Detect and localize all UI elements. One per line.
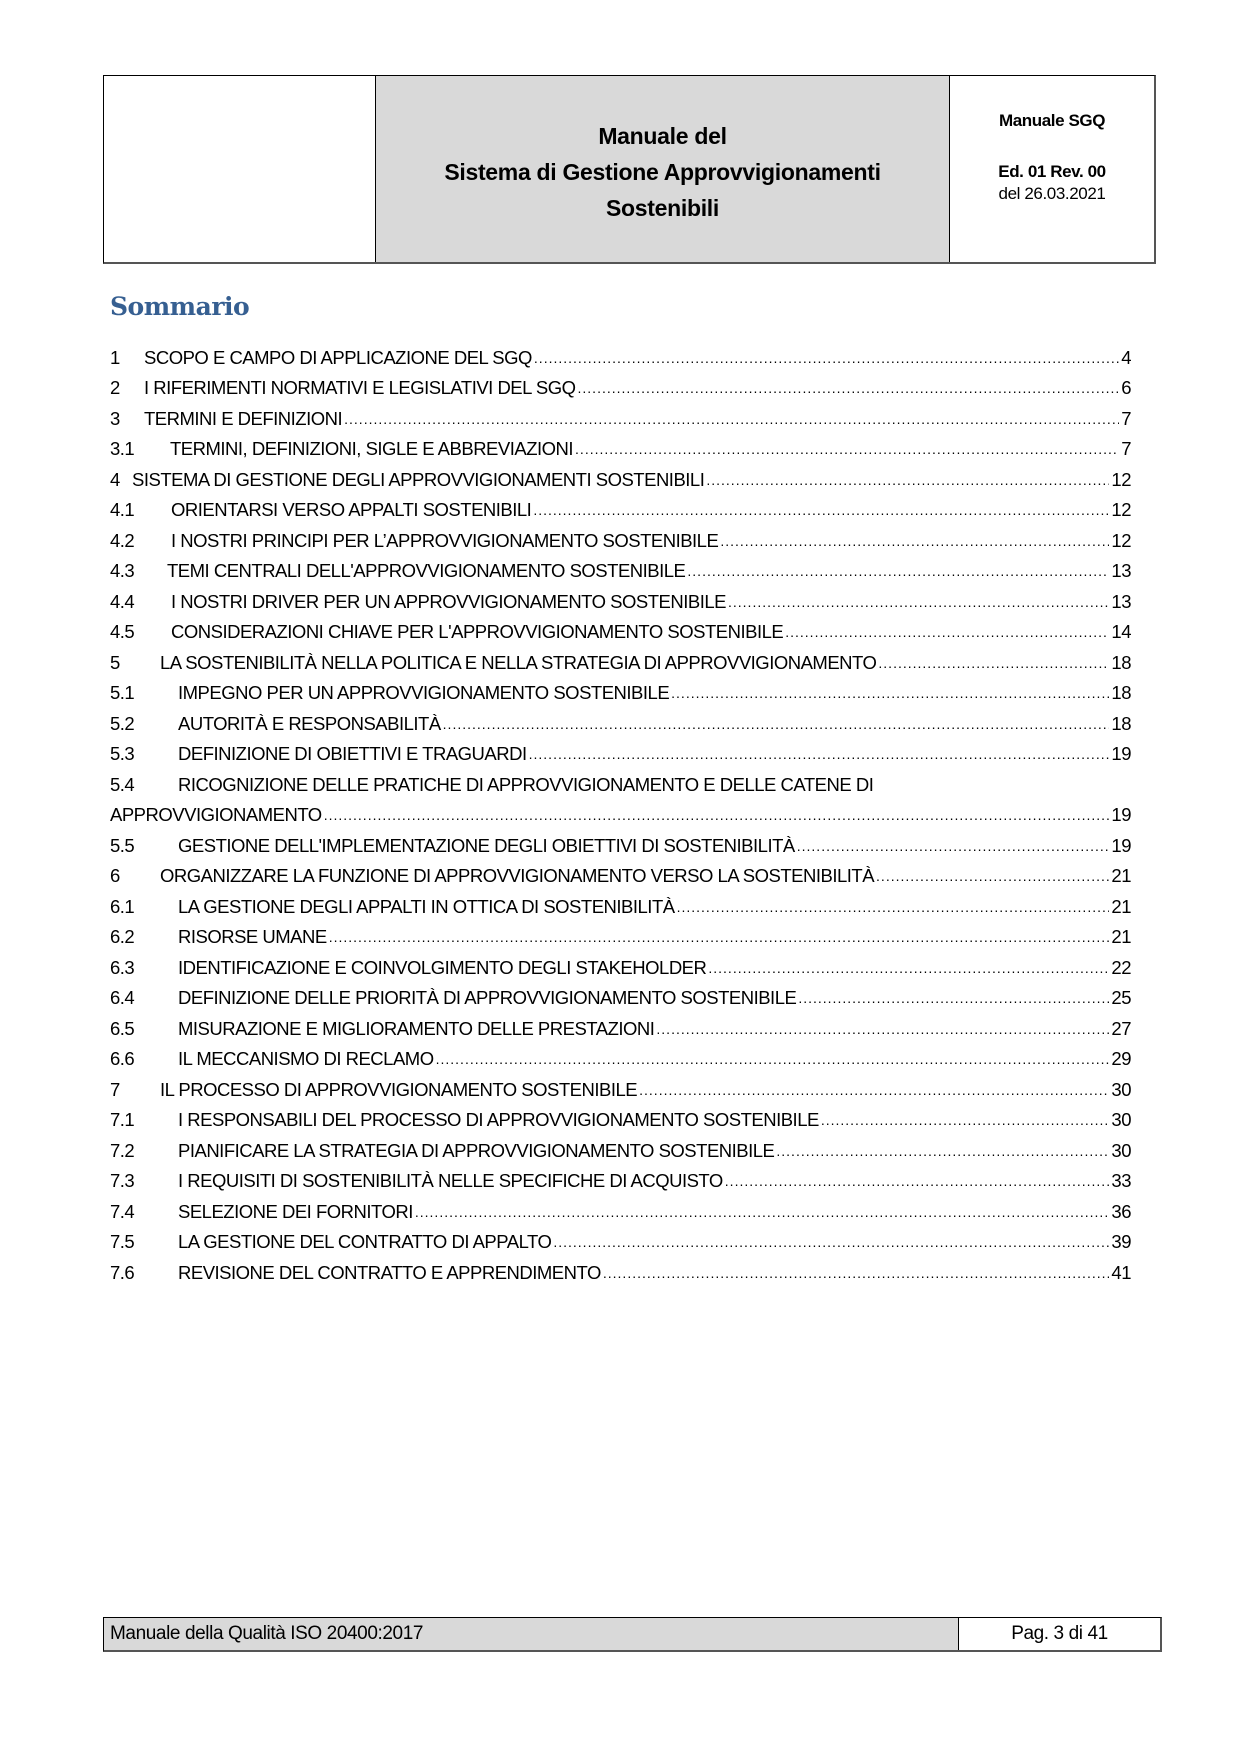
toc-entry[interactable] [110,887,1131,918]
toc-entry-page: 13 [1111,560,1131,581]
toc-entry-number: 7.6 [110,1261,135,1283]
edition-revision: Ed. 01 Rev. 00 [998,162,1106,181]
toc-entry-page: 27 [1111,1017,1131,1039]
doc-code: Manuale SGQ [998,111,1106,130]
dot-leader [656,1018,1109,1040]
toc-entry-number: 7.1 [110,1109,135,1130]
toc-entry-label: TERMINI E DEFINIZIONI [144,407,343,429]
toc-entry-page: 19 [1111,804,1131,825]
toc-entry-number: 2 [110,377,120,398]
toc-entry[interactable] [110,1223,1131,1254]
toc-entry[interactable] [110,1253,1131,1284]
toc-entry-page: 41 [1111,1261,1131,1283]
toc-entry-number: 7.5 [110,1231,135,1252]
toc-entry-number: 4.4 [110,590,135,612]
toc-entry-number: 7.4 [110,1200,135,1222]
toc-entry-label: CONSIDERAZIONI CHIAVE PER L'APPROVVIGIONAMENTO SOSTENIBILE [171,621,784,642]
logo-cell [104,76,376,262]
document-meta [950,76,1154,262]
toc-entry-page: 22 [1111,956,1131,978]
toc-entry-page: 12 [1111,468,1131,490]
dot-leader [728,591,1109,613]
toc-entry-page: 6 [1121,377,1131,398]
dot-leader [529,743,1110,765]
toc-entry[interactable] [110,430,1131,461]
toc-entry-label: IMPEGNO PER UN APPROVVIGIONAMENTO SOSTENIBILE [178,682,670,703]
toc-entry-label: IL PROCESSO DI APPROVVIGIONAMENTO SOSTENIBILE [160,1078,638,1100]
toc-entry-label: I RESPONSABILI DEL PROCESSO DI APPROVVIGIONAMENTO SOSTENIBILE [178,1109,819,1130]
toc-entry-label: APPROVVIGIONAMENTO [110,804,322,825]
table-of-contents [110,338,1131,1284]
toc-entry[interactable] [110,582,1131,613]
toc-entry-number: 5.1 [110,682,135,703]
dot-leader [534,347,1119,369]
toc-entry[interactable] [110,1070,1131,1101]
dot-leader [708,957,1109,979]
toc-entry-label: DEFINIZIONE DELLE PRIORITÀ DI APPROVVIGIONAMENTO SOSTENIBILE [178,987,797,1008]
toc-entry[interactable] [110,521,1131,552]
document-footer [103,1617,1162,1652]
dot-leader [876,865,1109,887]
toc-entry-page: 30 [1111,1109,1131,1130]
document-title [376,76,950,262]
toc-entry-number: 5.3 [110,743,135,764]
toc-entry-label: TEMI CENTRALI DELL'APPROVVIGIONAMENTO SOSTENIBILE [167,560,686,581]
toc-entry-label: MISURAZIONE E MIGLIORAMENTO DELLE PRESTAZIONI [178,1017,655,1039]
toc-entry-page: 19 [1111,743,1131,764]
toc-entry[interactable] [110,369,1131,400]
toc-entry-label: LA SOSTENIBILITÀ NELLA POLITICA E NELLA STRATEGIA DI APPROVVIGIONAMENTO [160,651,877,673]
toc-entry-page: 7 [1121,438,1131,459]
toc-entry[interactable] [110,979,1131,1010]
toc-entry-page: 12 [1111,499,1131,520]
dot-leader [533,499,1109,521]
dot-leader [553,1231,1109,1253]
toc-entry-page: 30 [1111,1078,1131,1100]
dot-leader [436,1048,1110,1070]
toc-entry-number: 7.3 [110,1170,135,1191]
toc-entry-label: GESTIONE DELL'IMPLEMENTAZIONE DEGLI OBIETTIVI DI SOSTENIBILITÀ [178,834,795,856]
toc-entry-number: 6.6 [110,1048,135,1069]
dot-leader [639,1079,1109,1101]
toc-entry[interactable] [110,1040,1131,1071]
dot-leader [324,804,1110,826]
toc-entry[interactable] [110,460,1131,491]
toc-entry-label: SELEZIONE DEI FORNITORI [178,1200,413,1222]
toc-entry-number: 3.1 [110,438,135,459]
toc-entry[interactable] [110,613,1131,644]
toc-entry-page: 19 [1111,834,1131,856]
toc-entry-page: 18 [1111,682,1131,703]
toc-title: Sommario [110,292,250,321]
dot-leader [677,896,1110,918]
toc-entry[interactable] [110,1192,1131,1223]
toc-entry[interactable] [110,399,1131,430]
toc-entry-number: 3 [110,407,120,429]
toc-entry-number: 6.3 [110,956,135,978]
dot-leader [344,408,1119,430]
page-number: Pag. 3 di 41 [1011,1623,1108,1644]
toc-entry-page: 30 [1111,1139,1131,1161]
toc-entry-label: RISORSE UMANE [178,926,327,947]
toc-entry-label: IL MECCANISMO DI RECLAMO [178,1048,434,1069]
toc-entry-page: 25 [1111,987,1131,1008]
toc-entry-number: 6.5 [110,1017,135,1039]
toc-entry-page: 18 [1111,712,1131,734]
dot-leader [443,713,1110,735]
toc-entry-page: 21 [1111,895,1131,917]
dot-leader [415,1201,1110,1223]
toc-entry-number: 6.1 [110,895,135,917]
toc-entry[interactable] [110,735,1131,766]
toc-entry-label: TERMINI, DEFINIZIONI, SIGLE E ABBREVIAZIONI [170,438,574,459]
dot-leader [878,652,1109,674]
toc-entry-number: 5.4 [110,773,135,795]
toc-entry-number: 5.2 [110,712,135,734]
toc-entry-label: I REQUISITI DI SOSTENIBILITÀ NELLE SPECIFICHE DI ACQUISTO [178,1170,723,1191]
toc-entry[interactable] [110,918,1131,949]
toc-entry-number: 7 [110,1078,120,1100]
dot-leader [720,530,1109,552]
toc-entry[interactable] [110,765,1131,796]
revision-date: del 26.03.2021 [998,184,1106,203]
title-line: Sistema di Gestione Approvvigionamenti [444,159,881,185]
toc-entry-label: LA GESTIONE DEGLI APPALTI IN OTTICA DI SOSTENIBILITÀ [178,895,675,917]
dot-leader [821,1109,1110,1131]
toc-entry-number: 1 [110,346,120,368]
toc-entry-label: I NOSTRI PRINCIPI PER L’APPROVVIGIONAMENTO SOSTENIBILE [171,529,719,551]
toc-entry-page: 12 [1111,529,1131,551]
toc-entry-page: 18 [1111,651,1131,673]
dot-leader [578,377,1119,399]
toc-entry-number: 4.3 [110,560,135,581]
toc-entry-label: REVISIONE DEL CONTRATTO E APPRENDIMENTO [178,1261,601,1283]
toc-entry[interactable] [110,674,1131,705]
dot-leader [329,926,1110,948]
toc-entry-number: 5 [110,651,120,673]
toc-entry-number: 5.5 [110,834,135,856]
toc-entry[interactable] [110,643,1131,674]
toc-entry-label: ORIENTARSI VERSO APPALTI SOSTENIBILI [171,499,532,520]
toc-entry-number: 4.1 [110,499,135,520]
toc-entry[interactable] [110,491,1131,522]
toc-entry-label: AUTORITÀ E RESPONSABILITÀ [178,712,441,734]
toc-entry-label: SISTEMA DI GESTIONE DEGLI APPROVVIGIONAMENTI SOSTENIBILI [132,468,705,490]
toc-entry-label: LA GESTIONE DEL CONTRATTO DI APPALTO [178,1231,552,1252]
toc-entry[interactable] [110,1009,1131,1040]
document-header [103,75,1156,264]
toc-entry-number: 7.2 [110,1139,135,1161]
dot-leader [785,621,1109,643]
toc-entry-label: RICOGNIZIONE DELLE PRATICHE DI APPROVVIGIONAMENTO E DELLE CATENE DI [178,773,874,795]
dot-leader [725,1170,1110,1192]
toc-entry-label: SCOPO E CAMPO DI APPLICAZIONE DEL SGQ [144,346,532,368]
toc-entry-label: I NOSTRI DRIVER PER UN APPROVVIGIONAMENTO SOSTENIBILE [171,590,726,612]
toc-entry[interactable] [110,826,1131,857]
toc-entry-page: 4 [1121,346,1131,368]
title-line: Sostenibili [606,195,719,221]
toc-entry-page: 33 [1111,1170,1131,1191]
toc-entry-label: I RIFERIMENTI NORMATIVI E LEGISLATIVI DEL SGQ [144,377,576,398]
toc-entry-label: PIANIFICARE LA STRATEGIA DI APPROVVIGIONAMENTO SOSTENIBILE [178,1139,775,1161]
dot-leader [797,835,1110,857]
toc-entry[interactable] [110,552,1131,583]
toc-entry[interactable] [110,1162,1131,1193]
dot-leader [603,1262,1110,1284]
toc-entry-page: 36 [1111,1200,1131,1222]
toc-entry-page: 21 [1111,926,1131,947]
dot-leader [671,682,1109,704]
dot-leader [776,1140,1109,1162]
toc-entry-number: 4.2 [110,529,135,551]
toc-entry-label: IDENTIFICAZIONE E COINVOLGIMENTO DEGLI STAKEHOLDER [178,956,707,978]
dot-leader [706,469,1109,491]
toc-entry[interactable] [110,1131,1131,1162]
toc-entry-page: 13 [1111,590,1131,612]
dot-leader [798,987,1109,1009]
toc-entry-continuation[interactable] [110,796,1131,827]
dot-leader [575,438,1119,460]
title-line: Manuale del [598,123,727,149]
footer-document-name: Manuale della Qualità ISO 20400:2017 [104,1618,959,1650]
toc-entry-page: 39 [1111,1231,1131,1252]
toc-entry[interactable] [110,857,1131,888]
dot-leader [687,560,1109,582]
toc-entry-number: 6.2 [110,926,135,947]
toc-entry-page: 7 [1121,407,1131,429]
toc-entry-number: 4 [110,468,120,490]
toc-entry-label: ORGANIZZARE LA FUNZIONE DI APPROVVIGIONAMENTO VERSO LA SOSTENIBILITÀ [160,865,875,886]
toc-entry[interactable] [110,704,1131,735]
toc-entry-number: 6.4 [110,987,135,1008]
toc-entry-number: 4.5 [110,621,135,642]
toc-entry-page: 21 [1111,865,1131,886]
toc-entry-page: 14 [1111,621,1131,642]
toc-entry[interactable] [110,338,1131,369]
toc-entry[interactable] [110,948,1131,979]
toc-entry[interactable] [110,1101,1131,1132]
toc-entry-page: 29 [1111,1048,1131,1069]
toc-entry-number: 6 [110,865,120,886]
toc-entry-label: DEFINIZIONE DI OBIETTIVI E TRAGUARDI [178,743,527,764]
